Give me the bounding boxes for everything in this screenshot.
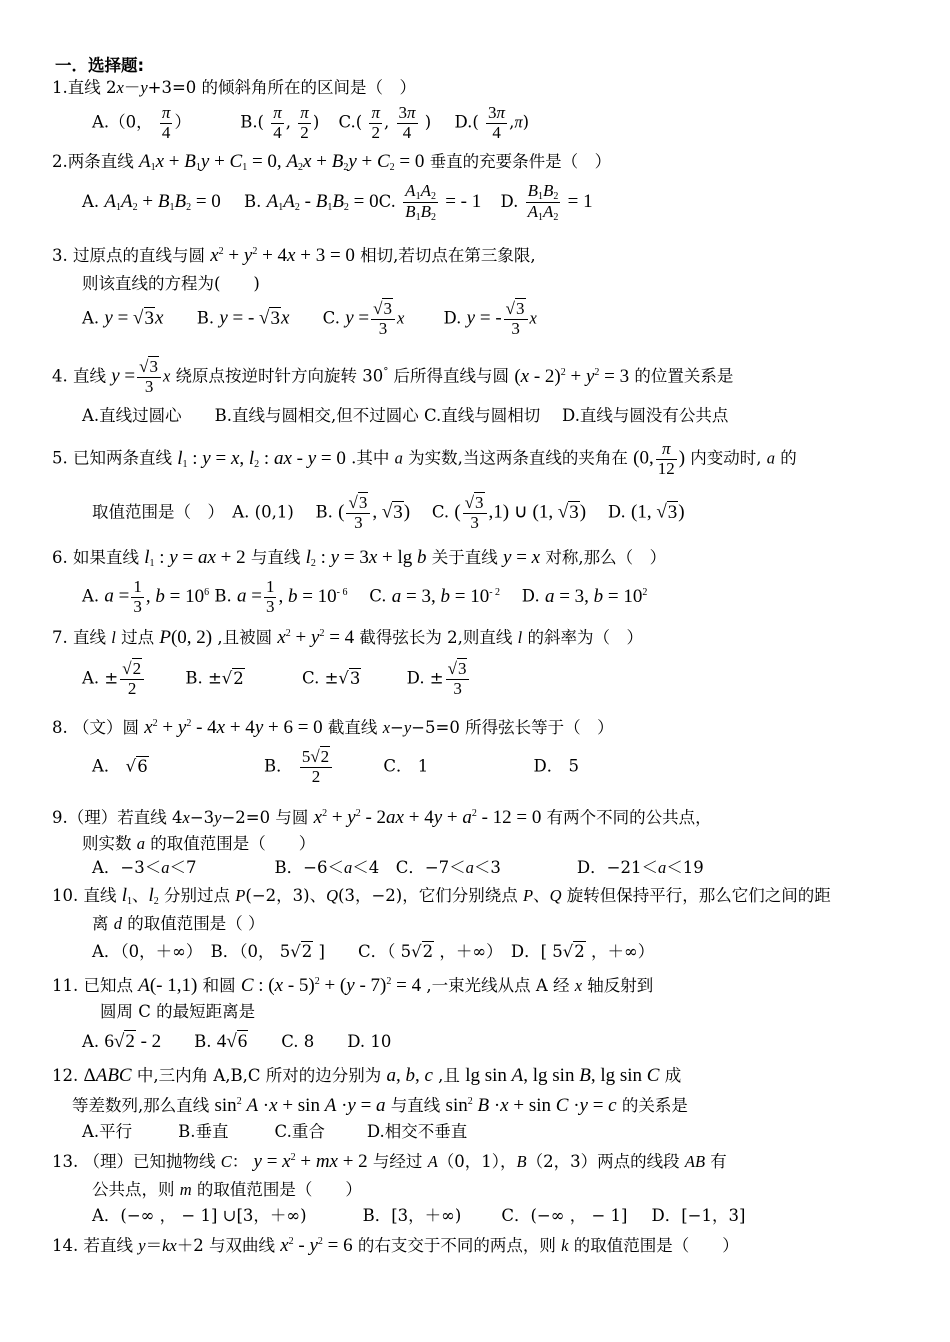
- question-11-line2: 圆周 C 的最短距离是: [100, 1002, 256, 1021]
- question-10-line2: 离 d 的取值范围是（ ）: [92, 914, 265, 933]
- question-12-line2: 等差数列,那么直线 $\sin^2 A \cdot x + \sin A \cdot y = a$ 与直线 $\sin^2 B \cdot x + \sin C \cdot y = c$ 的关系是: [72, 1095, 688, 1116]
- question-9-line2: 则实数 a 的取值范围是（ ）: [82, 834, 316, 853]
- question-1: 1.直线 2x－y+3=0 的倾斜角所在的区间是（ ）: [52, 78, 417, 97]
- question-7: 7. 直线 l 过点 P(0, 2) ,且被圆 $x^2 + y^2 = 4$ 截得弦长为 2,则直线 l 的斜率为（ ）: [52, 627, 643, 648]
- question-13-options: A．(−∞ ， − 1] ∪[3，＋∞) B．[3，＋∞) C．(−∞ ， − 1] D．[−1，3]: [92, 1206, 746, 1225]
- question-8: 8. （文）圆 $x^2 + y^2 - 4x + 4y + 6 = 0$ 截直线 x−y−5=0 所得弦长等于（ ）: [52, 717, 614, 738]
- question-11: 11. 已知点 A(- 1,1) 和圆 C : (x - 5)$^2$ + (y - 7)$^2$ = 4 ,一束光线从点 A 经 x 轴反射到: [52, 975, 654, 996]
- question-9-options: A．−3＜a＜7 B．−6＜a＜4 C．−7＜a＜3 D．−21＜a＜19: [92, 858, 704, 877]
- question-6-options: A. a = $\frac{1}{3}$ , $b = 10^6$ B. a = $\frac{1}{3}$ , $b = 10^{- 6}$ C. a = 3, $b = 10^{- 2}$ D. a = 3, $b = 10^2$: [82, 577, 648, 616]
- question-3-options: A. y = √3x B. y = - √3x C. y = $\frac{√3}{3}$ x D. y = - $\frac{√3}{3}$ x: [82, 299, 537, 338]
- question-12: 12. ΔABC 中,三内角 A,B,C 所对的边分别为 a, b, c ,且 lg sin A, lg sin B, lg sin C 成: [52, 1065, 682, 1086]
- question-2: 2.两条直线 $A_1x + B_1y + C_1 = 0$, $A_2x + B_2y + C_2 = 0$ 垂直的充要条件是（ ）: [52, 151, 612, 173]
- question-6: 6. 如果直线 $l_1$ : y = ax + 2 与直线 $l_2$ : y = 3x + lg b 关于直线 y = x 对称,那么（ ）: [52, 547, 667, 569]
- question-1-options: A.（0， $\frac{\pi}{4}$ ） B.( $\frac{\pi}{4}$ , $\frac{\pi}{2}$ ) C.( $\frac{\pi}{2}$ , $\frac{3\pi}{4}$ ) D.( $\frac{3\pi}{4}$ ,π): [92, 103, 530, 142]
- question-14: 14. 若直线 y＝kx＋2 与双曲线 $x^2 - y^2 = 6$ 的右支交于不同的两点，则 k 的取值范围是（ ）: [52, 1235, 739, 1256]
- question-5: 5. 已知两条直线 $l_1$ : y = x, $l_2$ : ax - y = 0 .其中 a 为实数,当这两条直线的夹角在 (0, $\frac{\pi}{12}$ ) 内变动时, a 的: [52, 439, 797, 478]
- section-title: 一．选择题:: [55, 56, 145, 75]
- question-5-options: 取值范围是（ ） A. (0,1) B. ( $\frac{√3}{3}$ , √3) C. ( $\frac{√3}{3}$ ,1) ∪ (1, √3) D. (1, √3): [92, 493, 685, 532]
- question-11-options: A. 6√2 - 2 B. 4√6 C. 8 D. 10: [82, 1031, 392, 1052]
- question-8-options: A． √6 B． $\frac{5√2}{2}$ C． 1 D． 5: [92, 747, 580, 786]
- question-3: 3. 过原点的直线与圆 $x^2 + y^2 + 4x + 3 = 0$ 相切,若切点在第三象限,: [52, 245, 536, 266]
- question-12-options: A.平行 B.垂直 C.重合 D.相交不垂直: [82, 1122, 468, 1141]
- question-10-options: A．（0，＋∞） B．（0， 5√2 ] C．（ 5√2 ，＋∞） D．[ 5√2 ，＋∞）: [92, 942, 655, 961]
- question-4-options: A.直线过圆心 B.直线与圆相交,但不过圆心 C.直线与圆相切 D.直线与圆没有公共点: [82, 406, 729, 425]
- question-3-line2: 则该直线的方程为( ): [82, 274, 260, 293]
- question-13: 13. （理）已知抛物线 C： $y = x^2$ + mx + 2 与经过 A（0，1），B（2，3）两点的线段 AB 有: [52, 1151, 727, 1172]
- question-13-line2: 公共点，则 m 的取值范围是（ ）: [92, 1180, 362, 1199]
- question-7-options: A. ± $\frac{√2}{2}$ B. ±√2 C. ±√3 D. ± $\frac{√3}{3}$: [82, 660, 471, 698]
- question-10: 10. 直线 $l_1$、$l_2$ 分别过点 P(−2，3)、Q(3，−2)，它们分别绕点 P、Q 旋转但保持平行，那么它们之间的距: [52, 885, 831, 907]
- question-4: 4. 直线 y = $\frac{√3}{3}$ x 绕原点按逆时针方向旋转 30° 后所得直线与圆 $(x - 2)^2 + y^2 = 3$ 的位置关系是: [52, 357, 734, 396]
- question-9: 9.（理）若直线 4x−3y−2=0 与圆 $x^2 + y^2 - 2ax + 4y + a^2 - 12 = 0$ 有两个不同的公共点，: [52, 807, 712, 828]
- question-2-options: A. $A_1A_2 + B_1B_2 = 0$ B. $A_1A_2 - B_1B_2 = 0C$. $\frac{A_1A_2}{B_1B_2}$ = - 1 D. $\frac{B_1B_2}{A_1A_2}$ = 1: [82, 181, 593, 223]
